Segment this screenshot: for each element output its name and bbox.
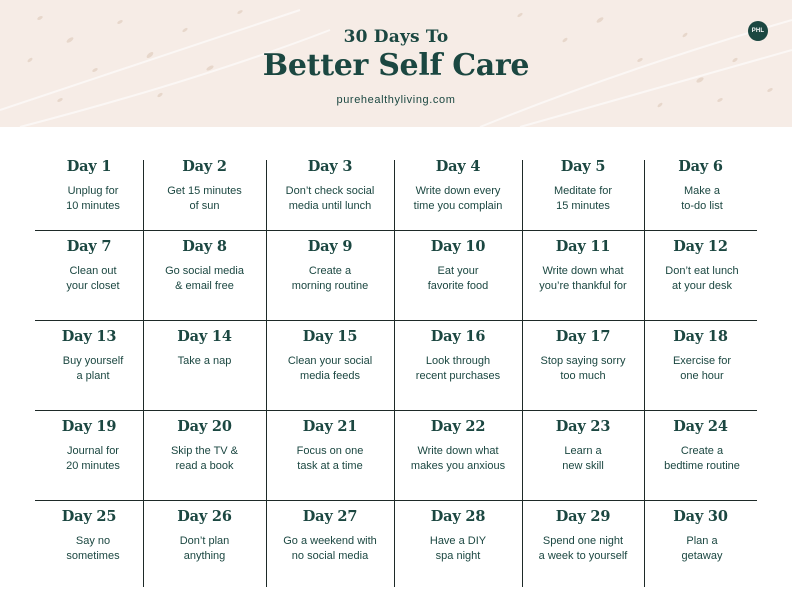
day-cell	[143, 410, 266, 500]
day-label: Day 19	[61, 418, 117, 435]
day-label: Day 9	[307, 238, 353, 255]
day-cell	[394, 500, 522, 590]
day-task: Eat your favorite food	[427, 265, 489, 292]
day-label: Day 17	[555, 328, 611, 345]
brand-logo: PHL	[748, 21, 768, 41]
calendar-grid	[35, 150, 757, 590]
day-cell	[644, 410, 757, 500]
day-cell	[35, 150, 143, 230]
day-cell	[522, 230, 644, 320]
day-cell	[266, 230, 394, 320]
day-task: Create a morning routine	[291, 265, 369, 292]
day-task: Say no sometimes	[66, 535, 120, 562]
day-label: Day 8	[182, 238, 227, 255]
day-task: Clean out your closet	[66, 265, 120, 292]
day-label: Day 5	[560, 158, 606, 175]
day-cell	[143, 500, 266, 590]
day-label: Day 29	[555, 508, 611, 525]
day-task: Don’t check social media until lunch	[285, 185, 375, 212]
day-cell	[394, 410, 522, 500]
day-task: Exercise for one hour	[672, 355, 732, 382]
day-task: Plan a getaway	[681, 535, 723, 562]
day-label: Day 6	[678, 158, 723, 175]
day-label: Day 11	[555, 238, 611, 255]
day-label: Day 13	[61, 328, 117, 345]
day-cell	[143, 150, 266, 230]
day-label: Day 4	[435, 158, 481, 175]
day-task: Go a weekend with no social media	[283, 535, 377, 562]
day-task: Have a DIY spa night	[429, 535, 487, 562]
day-cell	[143, 230, 266, 320]
day-task: Journal for 20 minutes	[66, 445, 120, 472]
day-task: Create a bedtime routine	[664, 445, 740, 472]
day-label: Day 22	[430, 418, 486, 435]
day-task: Clean your social media feeds	[287, 355, 373, 382]
day-task: Make a to-do list	[681, 185, 723, 212]
day-task: Get 15 minutes of sun	[167, 185, 242, 212]
day-label: Day 26	[177, 508, 232, 525]
day-cell	[522, 320, 644, 410]
day-task: Don’t eat lunch at your desk	[665, 265, 739, 292]
day-label: Day 7	[66, 238, 112, 255]
day-task: Write down what makes you anxious	[410, 445, 506, 472]
day-task: Meditate for 15 minutes	[553, 185, 613, 212]
header-banner	[0, 0, 792, 127]
day-cell	[266, 150, 394, 230]
subtitle: 30 Days To	[343, 27, 449, 47]
day-label: Day 30	[673, 508, 728, 525]
day-task: Don’t plan anything	[179, 535, 230, 562]
day-cell	[644, 500, 757, 590]
day-cell	[644, 150, 757, 230]
day-label: Day 20	[177, 418, 232, 435]
day-task: Focus on one task at a time	[296, 445, 364, 472]
day-cell	[394, 320, 522, 410]
day-task: Take a nap	[177, 355, 232, 367]
day-cell	[394, 150, 522, 230]
day-task: Stop saying sorry too much	[540, 355, 626, 382]
website-url: purehealthyliving.com	[336, 94, 456, 106]
day-cell	[522, 500, 644, 590]
day-label: Day 15	[302, 328, 358, 345]
day-cell	[394, 230, 522, 320]
day-cell	[266, 410, 394, 500]
day-task: Unplug for 10 minutes	[66, 185, 120, 212]
day-task: Go social media & email free	[165, 265, 244, 292]
day-label: Day 23	[555, 418, 611, 435]
day-label: Day 12	[673, 238, 728, 255]
day-label: Day 28	[430, 508, 486, 525]
day-cell	[35, 320, 143, 410]
day-task: Buy yourself a plant	[62, 355, 124, 382]
day-label: Day 25	[61, 508, 117, 525]
day-cell	[522, 410, 644, 500]
day-cell	[644, 230, 757, 320]
day-cell	[35, 230, 143, 320]
day-label: Day 18	[673, 328, 728, 345]
day-label: Day 24	[673, 418, 728, 435]
day-task: Spend one night a week to yourself	[538, 535, 628, 562]
day-label: Day 2	[182, 158, 227, 175]
day-task: Skip the TV & read a book	[170, 445, 239, 472]
day-cell	[143, 320, 266, 410]
day-task: Learn a new skill	[562, 445, 604, 472]
day-task: Write down what you’re thankful for	[539, 265, 627, 292]
day-label: Day 27	[302, 508, 358, 525]
day-label: Day 16	[430, 328, 486, 345]
day-cell	[266, 500, 394, 590]
day-cell	[266, 320, 394, 410]
day-cell	[522, 150, 644, 230]
day-task: Write down every time you complain	[413, 185, 503, 212]
day-task: Look through recent purchases	[415, 355, 501, 382]
day-label: Day 1	[66, 158, 112, 175]
day-label: Day 14	[177, 328, 232, 345]
day-label: Day 10	[430, 238, 486, 255]
day-cell	[35, 410, 143, 500]
day-label: Day 3	[307, 158, 353, 175]
day-label: Day 21	[302, 418, 358, 435]
page-title: Better Self Care	[262, 48, 530, 83]
day-cell	[35, 500, 143, 590]
day-cell	[644, 320, 757, 410]
